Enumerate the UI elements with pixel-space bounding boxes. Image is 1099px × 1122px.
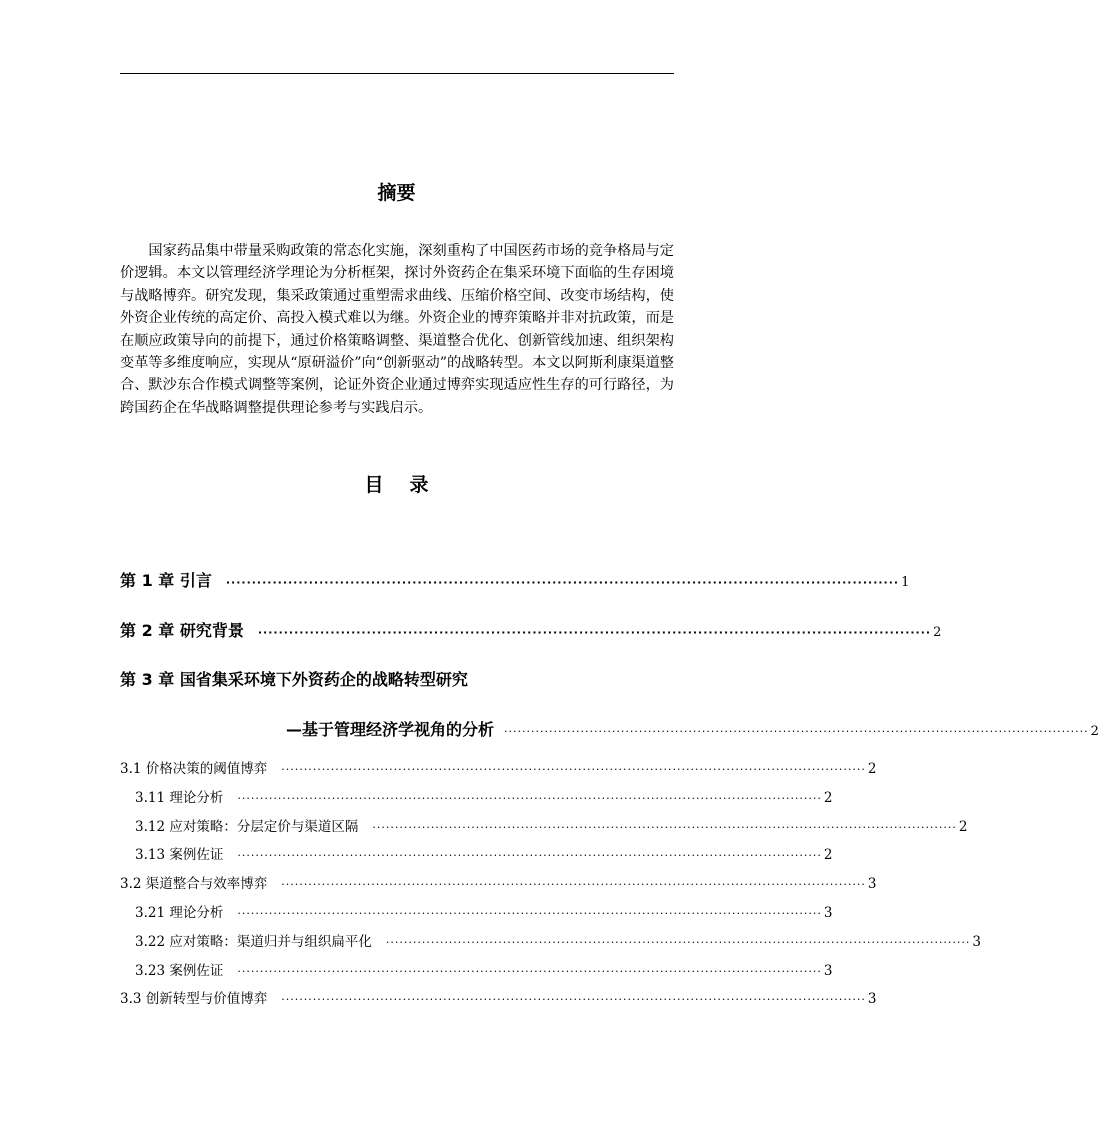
toc-entry-label: —基于管理经济学视角的分析: [286, 720, 495, 739]
abstract-title: 摘要: [377, 182, 416, 204]
toc-leader: ··································································································································: [237, 849, 822, 862]
toc-page-number: 2: [867, 761, 877, 777]
toc-page-number: 3: [867, 876, 877, 892]
toc-leader: ··································································································································: [257, 626, 932, 639]
toc-page-number: 3: [823, 905, 833, 921]
toc-leader: ··································································································································: [281, 878, 866, 891]
toc-entry-label: 3.22 应对策略：渠道归并与组织扁平化: [135, 934, 372, 950]
toc-leader: ··································································································································: [504, 725, 1089, 738]
toc-entry-label: 3.23 案例佐证: [135, 963, 224, 979]
toc-page-number: 3: [823, 963, 833, 979]
toc-page-number: 3: [972, 934, 982, 950]
toc-entry-chapter-3-continuation[interactable]: [286, 717, 1099, 740]
header-rule: [120, 73, 674, 74]
toc-entry-section-3-21[interactable]: [135, 901, 833, 921]
toc-entry-label: 3.11 理论分析: [135, 790, 224, 806]
toc-leader: ··································································································································: [225, 576, 900, 589]
toc-entry-section-3-13[interactable]: [135, 843, 833, 863]
toc-entry-label: 3.12 应对策略：分层定价与渠道区隔: [135, 819, 359, 835]
toc-entry-section-3-23[interactable]: [135, 959, 833, 979]
toc-entry-label: 第 1 章 引言: [120, 571, 212, 590]
toc-entry-label: 3.3 创新转型与价值博弈: [120, 991, 268, 1007]
toc-entry-section-3-3[interactable]: [120, 987, 877, 1007]
toc-entry-label: 第 2 章 研究背景: [120, 621, 244, 640]
toc-entry-section-3-2[interactable]: [120, 872, 877, 892]
toc-entry-label: 3.13 案例佐证: [135, 847, 224, 863]
toc-title-char-2: 录: [409, 474, 429, 496]
toc-page-number: 2: [958, 819, 968, 835]
toc-page-number: 2: [1090, 724, 1099, 739]
toc-entry-section-3-11[interactable]: [135, 786, 833, 806]
toc-entry-label: 第 3 章 国省集采环境下外资药企的战略转型研究: [120, 670, 468, 689]
toc-entry-chapter-3[interactable]: [120, 667, 674, 690]
toc-leader: ··································································································································: [237, 907, 822, 920]
toc-entry-section-3-12[interactable]: [135, 815, 968, 835]
toc-page-number: 3: [867, 991, 877, 1007]
toc-page-number: 2: [823, 790, 833, 806]
toc-leader: ··································································································································: [281, 993, 866, 1006]
toc-title: [0, 470, 793, 497]
toc-page-number: 2: [823, 847, 833, 863]
toc-leader: ··································································································································: [237, 965, 822, 978]
toc-leader: ··································································································································: [372, 821, 957, 834]
abstract-body: 国家药品集中带量采购政策的常态化实施，深刻重构了中国医药市场的竞争格局与定价逻辑。本文以管理经济学理论为分析框架，探讨外资药企在集采环境下面临的生存困境与战略博弈。研究发现，集采政策通过重塑需求曲线、压缩价格空间、改变市场结构，使外资企业传统的高定价、高投入模式难以为继。外资企业的博弈策略并非对抗政策，而是在顺应政策导向的前提下，通过价格策略调整、渠道整合优化、创新管线加速、组织架构变革等多维度响应，实现从“原研溢价”向“创新驱动”的战略转型。本文以阿斯利康渠道整合、默沙东合作模式调整等案例，论证外资企业通过博弈实现适应性生存的可行路径，为跨国药企在华战略调整提供理论参考与实践启示。: [120, 243, 674, 416]
toc-title-char-1: 目: [364, 474, 384, 496]
toc-leader: ··································································································································: [281, 763, 866, 776]
toc-entry-label: 3.1 价格决策的阈值博弈: [120, 761, 268, 777]
toc-page-number: 1: [901, 575, 910, 590]
toc-entry-chapter-1[interactable]: [120, 568, 910, 591]
toc-entry-chapter-2[interactable]: [120, 618, 942, 641]
toc-leader: ··································································································································: [385, 936, 971, 949]
toc-entry-section-3-1[interactable]: [120, 757, 877, 777]
toc-entry-section-3-22[interactable]: [135, 930, 982, 950]
toc-entry-label: 3.21 理论分析: [135, 905, 224, 921]
toc-page-number: 2: [933, 625, 942, 640]
toc-entry-label: 3.2 渠道整合与效率博弈: [120, 876, 268, 892]
toc-leader: ··································································································································: [237, 792, 822, 805]
